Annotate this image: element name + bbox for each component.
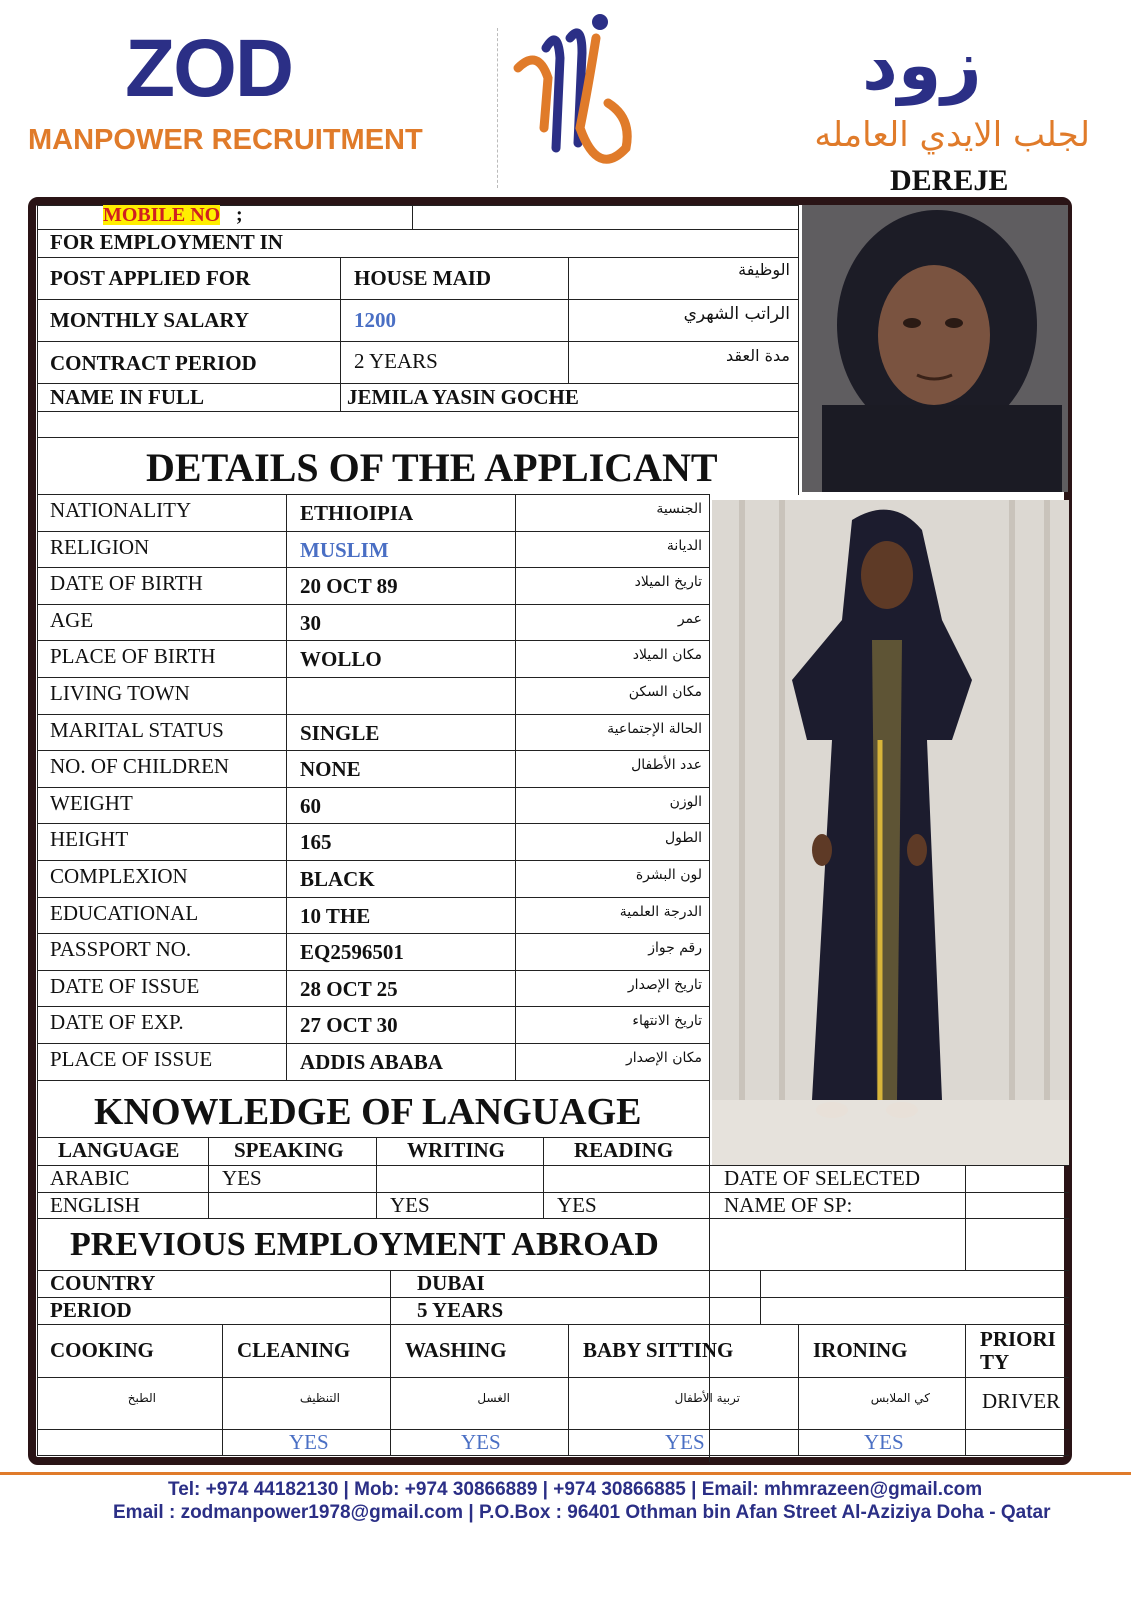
- language-header-speaking: SPEAKING: [234, 1138, 344, 1162]
- language-header-language: LANGUAGE: [58, 1138, 180, 1162]
- complexion-value: BLACK: [300, 867, 375, 891]
- date-of-exp-label: DATE OF EXP.: [50, 1010, 184, 1034]
- skill-washing: WASHING: [405, 1338, 507, 1362]
- washing-answer: YES: [461, 1430, 501, 1454]
- nationality-label: NATIONALITY: [50, 498, 192, 522]
- marital-status-arabic: الحالة الإجتماعية: [607, 721, 702, 737]
- period-label: PERIOD: [50, 1298, 132, 1322]
- no-of-children-label: NO. OF CHILDREN: [50, 754, 230, 778]
- monthly-salary-value: 1200: [354, 308, 396, 332]
- educational-label: EDUCATIONAL: [50, 901, 199, 925]
- weight-arabic: الوزن: [669, 794, 702, 810]
- place-of-issue-label: PLACE OF ISSUE: [50, 1047, 213, 1071]
- skill-cooking: COOKING: [50, 1338, 154, 1362]
- religion-arabic: الديانة: [666, 538, 702, 554]
- skill-priority: PRIORI TY: [980, 1327, 1056, 1375]
- skill-baby-sitting-arabic: تربية الأطفال: [674, 1391, 740, 1405]
- passport-no-arabic: رقم جواز: [648, 940, 702, 956]
- baby-sitting-answer: YES: [665, 1430, 705, 1454]
- mobile-label-suffix: ;: [236, 204, 243, 226]
- place-of-birth-value: WOLLO: [300, 647, 382, 671]
- date-of-birth-value: 20 OCT 89: [300, 574, 398, 598]
- language-english: ENGLISH: [50, 1193, 140, 1217]
- date-of-issue-arabic: تاريخ الإصدار: [627, 977, 702, 993]
- footer-contact-line-2: Email : zodmanpower1978@gmail.com | P.O.Box : 96401 Othman bin Afan Street Al-Aziziya Doha - Qatar: [113, 1502, 1051, 1523]
- contract-period-value: 2 YEARS: [354, 349, 438, 373]
- sponsor-name-label: NAME OF SP:: [724, 1193, 853, 1217]
- complexion-arabic: لون البشرة: [635, 867, 702, 883]
- age-label: AGE: [50, 608, 94, 632]
- country-value: DUBAI: [417, 1271, 485, 1295]
- brand-name: ZOD: [125, 23, 293, 114]
- nationality-value: ETHIOIPIA: [300, 501, 414, 525]
- full-name-label: NAME IN FULL: [50, 385, 205, 409]
- marital-status-value: SINGLE: [300, 721, 380, 745]
- date-selected-label: DATE OF SELECTED: [724, 1166, 920, 1190]
- date-of-issue-label: DATE OF ISSUE: [50, 974, 200, 998]
- applicant-portrait-photo: [802, 205, 1068, 492]
- arabic-speaking: YES: [222, 1166, 262, 1190]
- educational-value: 10 THE: [300, 904, 371, 928]
- country-label: COUNTRY: [50, 1271, 156, 1295]
- religion-label: RELIGION: [50, 535, 150, 559]
- place-of-birth-arabic: مكان الميلاد: [632, 647, 702, 663]
- age-value: 30: [300, 611, 321, 635]
- nationality-arabic: الجنسية: [656, 501, 702, 517]
- age-arabic: عمر: [677, 611, 702, 627]
- employment-label: FOR EMPLOYMENT IN: [50, 230, 283, 254]
- mobile-label: MOBILE NO: [103, 204, 221, 226]
- complexion-label: COMPLEXION: [50, 864, 188, 888]
- english-reading: YES: [557, 1193, 597, 1217]
- language-arabic: ARABIC: [50, 1166, 130, 1190]
- period-value: 5 YEARS: [417, 1298, 504, 1322]
- cleaning-answer: YES: [289, 1430, 329, 1454]
- living-town-label: LIVING TOWN: [50, 681, 190, 705]
- monthly-salary-arabic: الراتب الشهري: [683, 304, 790, 324]
- contract-period-label: CONTRACT PERIOD: [50, 351, 257, 375]
- date-of-issue-value: 28 OCT 25: [300, 977, 398, 1001]
- post-applied-label: POST APPLIED FOR: [50, 266, 251, 290]
- monthly-salary-label: MONTHLY SALARY: [50, 308, 249, 332]
- skill-cleaning-arabic: التنظيف: [299, 1391, 340, 1405]
- skill-baby-sitting: BABY SITTING: [583, 1338, 734, 1362]
- applicant-full-body-photo: [712, 500, 1069, 1165]
- marital-status-label: MARITAL STATUS: [50, 718, 224, 742]
- place-of-issue-arabic: مكان الإصدار: [626, 1050, 702, 1066]
- educational-arabic: الدرجة العلمية: [619, 904, 702, 920]
- place-of-birth-label: PLACE OF BIRTH: [50, 644, 216, 668]
- skill-ironing-arabic: كي الملابس: [870, 1391, 930, 1405]
- height-label: HEIGHT: [50, 827, 129, 851]
- language-header-reading: READING: [574, 1138, 674, 1162]
- height-arabic: الطول: [664, 830, 702, 846]
- footer-divider: [0, 1472, 1131, 1475]
- post-applied-value: HOUSE MAID: [354, 266, 492, 290]
- english-writing: YES: [390, 1193, 430, 1217]
- no-of-children-arabic: عدد الأطفال: [631, 757, 702, 773]
- passport-no-label: PASSPORT NO.: [50, 937, 192, 961]
- skill-washing-arabic: الغسل: [477, 1391, 510, 1405]
- priority-value: DRIVER: [982, 1389, 1061, 1413]
- agent-name: DEREJE: [890, 164, 1009, 197]
- date-of-birth-label: DATE OF BIRTH: [50, 571, 203, 595]
- language-header-writing: WRITING: [407, 1138, 506, 1162]
- contract-period-arabic: مدة العقد: [726, 346, 790, 365]
- ironing-answer: YES: [864, 1430, 904, 1454]
- date-of-birth-arabic: تاريخ الميلاد: [634, 574, 702, 590]
- place-of-issue-value: ADDIS ABABA: [300, 1050, 443, 1074]
- no-of-children-value: NONE: [300, 757, 361, 781]
- details-title: DETAILS OF THE APPLICANT: [146, 445, 718, 490]
- date-of-exp-value: 27 OCT 30: [300, 1013, 398, 1037]
- full-name-value: JEMILA YASIN GOCHE: [347, 385, 579, 409]
- brand-subtitle: MANPOWER RECRUITMENT: [28, 124, 423, 156]
- religion-value: MUSLIM: [300, 538, 389, 562]
- passport-no-value: EQ2596501: [300, 940, 404, 964]
- skill-ironing: IRONING: [813, 1338, 908, 1362]
- weight-value: 60: [300, 794, 321, 818]
- brand-subtitle-arabic: لجلب الايدي العامله: [814, 115, 1090, 155]
- skill-cleaning: CLEANING: [237, 1338, 351, 1362]
- date-of-exp-arabic: تاريخ الانتهاء: [632, 1013, 702, 1029]
- living-town-arabic: مكان السكن: [628, 684, 702, 700]
- weight-label: WEIGHT: [50, 791, 133, 815]
- post-applied-arabic: الوظيفة: [738, 260, 790, 279]
- brand-name-arabic: زود: [862, 24, 982, 106]
- footer-contact-line-1: Tel: +974 44182130 | Mob: +974 30866889 | +974 30866885 | Email: mhmrazeen@gmail.com: [168, 1479, 983, 1500]
- previous-employment-title: PREVIOUS EMPLOYMENT ABROAD: [70, 1226, 659, 1263]
- skill-cooking-arabic: الطبخ: [127, 1391, 156, 1405]
- language-title: KNOWLEDGE OF LANGUAGE: [94, 1091, 642, 1133]
- height-value: 165: [300, 830, 332, 854]
